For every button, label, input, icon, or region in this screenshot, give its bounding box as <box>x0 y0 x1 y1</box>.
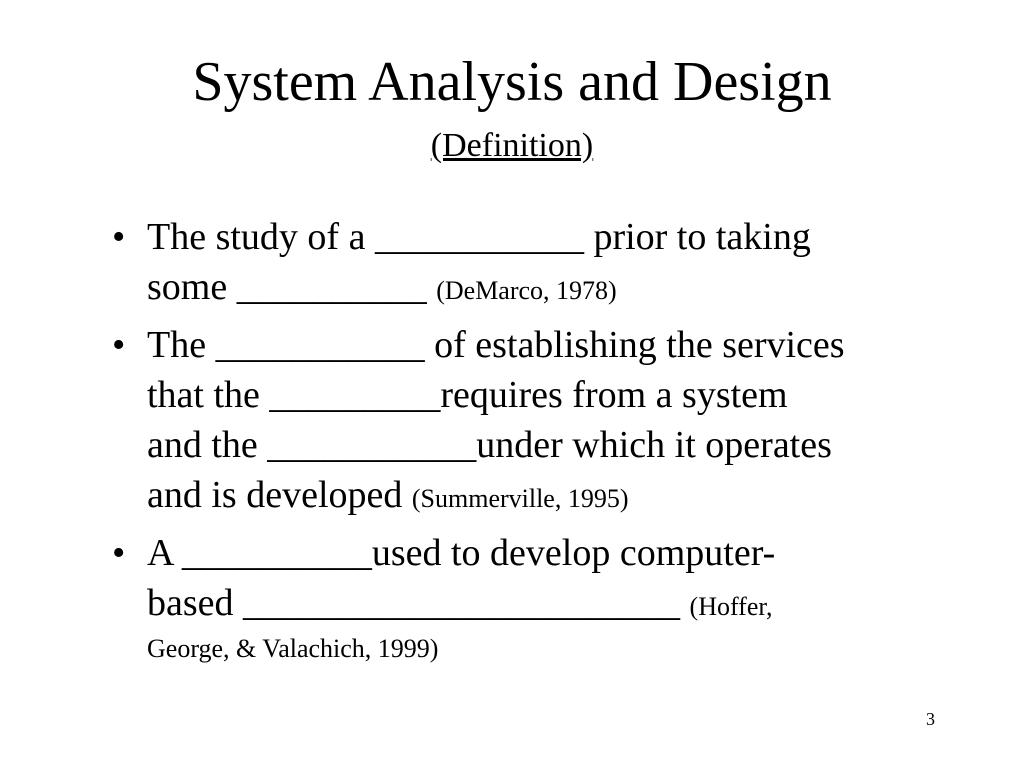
bullet-line <box>147 620 438 674</box>
bullet-text: and the ___________under which it operates <box>147 424 832 466</box>
citation: (Hoffer, <box>689 592 773 621</box>
slide-subtitle: (Definition) <box>430 127 594 164</box>
bullet-line <box>147 370 788 424</box>
bullet-text: some __________ <box>147 266 437 308</box>
bullet-text: based _______________________ <box>147 582 690 624</box>
bullet-marker: • <box>112 216 126 258</box>
slide-title: System Analysis and Design <box>192 51 832 113</box>
bullet-line <box>147 420 832 474</box>
citation: George, & Valachich, 1999) <box>147 634 439 663</box>
bullet-line <box>147 320 845 374</box>
bullet-marker: • <box>112 532 126 574</box>
bullet-text: A __________used to develop computer- <box>147 532 776 574</box>
bullet-line <box>147 528 775 582</box>
citation: (Summerville, 1995) <box>411 484 629 513</box>
bullet-marker: • <box>112 324 126 366</box>
bullet-text: The ___________ of establishing the services <box>147 324 845 366</box>
citation: (DeMarco, 1978) <box>436 276 617 305</box>
bullet-text: that the _________requires from a system <box>147 374 788 416</box>
page-number: 3 <box>926 709 935 729</box>
bullet-line <box>147 262 617 316</box>
bullet-text: The study of a ___________ prior to taking <box>147 216 811 258</box>
bullet-line <box>147 212 811 266</box>
bullet-text: and is developed <box>147 474 412 516</box>
bullet-line <box>147 470 629 524</box>
